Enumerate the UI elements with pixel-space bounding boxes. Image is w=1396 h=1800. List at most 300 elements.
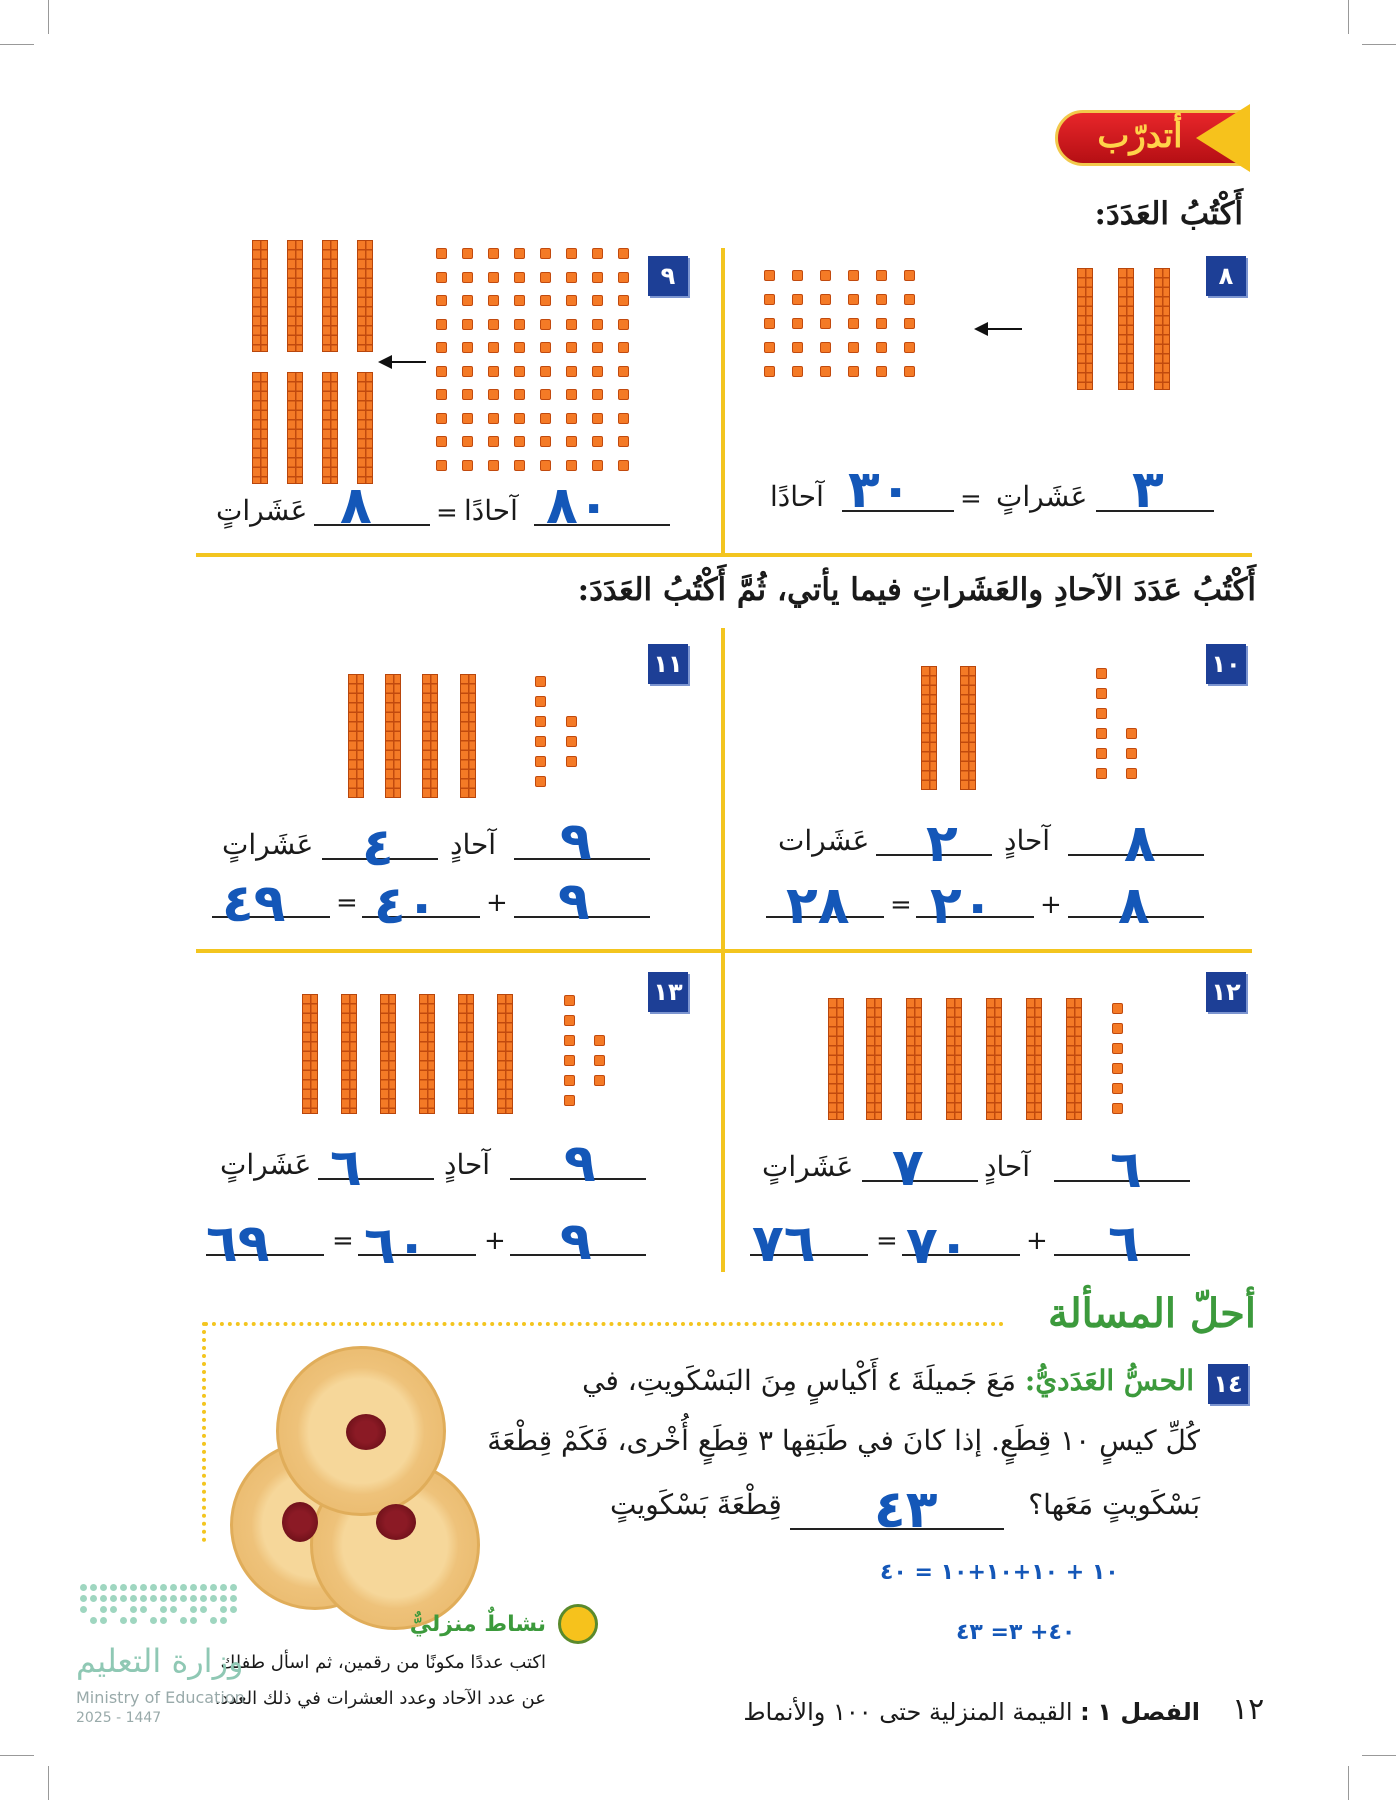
- exercise-number-13: ١٣: [648, 972, 688, 1012]
- tens-rod: [322, 240, 338, 352]
- home-activity-title: نشاطٌ منزليٌّ: [409, 1612, 546, 1637]
- crop-mark: [1348, 1766, 1349, 1800]
- unit-cube: [592, 366, 603, 377]
- ex11-tens-answer: ٤: [362, 818, 394, 878]
- unit-cube: [566, 272, 577, 283]
- unit-cube: [848, 318, 859, 329]
- logo-dot: [170, 1595, 177, 1602]
- crop-mark: [1348, 0, 1349, 34]
- unit-cube: [514, 436, 525, 447]
- logo-dot: [100, 1584, 107, 1591]
- ex12-ones-answer: ٦: [1110, 1140, 1142, 1200]
- logo-dot: [230, 1595, 237, 1602]
- vertical-divider: [721, 248, 725, 556]
- unit-cube: [540, 413, 551, 424]
- unit-cube: [436, 366, 447, 377]
- logo-dot: [190, 1606, 197, 1613]
- unit-cube: [488, 319, 499, 330]
- unit-cube: [514, 295, 525, 306]
- tens-rod: [1026, 998, 1042, 1120]
- logo-dot: [230, 1606, 237, 1613]
- home-activity-line-2: عن عدد الآحاد وعدد العشرات في ذلك العدد.: [214, 1688, 546, 1709]
- unit-cube: [514, 366, 525, 377]
- unit-cube: [566, 342, 577, 353]
- tens-rod: [357, 372, 373, 484]
- ex8-tens-label: عَشَراتٍ: [996, 480, 1088, 513]
- logo-dot: [180, 1617, 187, 1624]
- unit-cube: [1096, 768, 1107, 779]
- unit-cube: [1112, 1003, 1123, 1014]
- ex13-ones-answer: ٩: [564, 1134, 596, 1194]
- unit-cube: [592, 436, 603, 447]
- tens-rod: [866, 998, 882, 1120]
- logo-dot: [130, 1606, 137, 1613]
- ex10-ones-answer: ٨: [1124, 814, 1156, 874]
- unit-cube: [592, 342, 603, 353]
- unit-cube: [436, 248, 447, 259]
- unit-cube: [792, 342, 803, 353]
- unit-cube: [488, 295, 499, 306]
- unit-cube: [436, 389, 447, 400]
- tens-rod: [380, 994, 396, 1114]
- tens-rod: [422, 674, 438, 798]
- tens-rod: [828, 998, 844, 1120]
- logo-dot: [220, 1584, 227, 1591]
- unit-cube: [1112, 1043, 1123, 1054]
- logo-dot: [190, 1595, 197, 1602]
- unit-cube: [462, 413, 473, 424]
- unit-cube: [1112, 1083, 1123, 1094]
- unit-cube: [792, 366, 803, 377]
- ex11-eq-tens: ٤٠: [374, 876, 438, 936]
- ex13-total: ٦٩: [206, 1214, 270, 1274]
- tens-rod: [458, 994, 474, 1114]
- unit-cube: [566, 413, 577, 424]
- practice-badge-label: أتدرّب: [1097, 116, 1183, 156]
- logo-dot: [110, 1584, 117, 1591]
- unit-cube: [592, 272, 603, 283]
- logo-dot: [120, 1617, 127, 1624]
- unit-cube: [540, 366, 551, 377]
- ex9-ones-label: آحادًا: [464, 494, 518, 527]
- unit-cube: [618, 413, 629, 424]
- unit-cube: [566, 389, 577, 400]
- unit-cube: [564, 995, 575, 1006]
- equals-sign: =: [960, 484, 982, 514]
- plus-sign: +: [486, 888, 508, 918]
- exercise-number-10: ١٠: [1206, 644, 1246, 684]
- ministry-logo-arabic: وزارة التعليم: [76, 1642, 244, 1680]
- equals-sign: =: [876, 1226, 898, 1256]
- ex9-tens-label: عَشَراتٍ: [216, 494, 308, 527]
- logo-dot: [130, 1595, 137, 1602]
- unit-cube: [488, 272, 499, 283]
- plus-sign: +: [484, 1226, 506, 1256]
- dotted-border: [204, 1322, 1004, 1326]
- unit-cube: [848, 270, 859, 281]
- unit-cube: [876, 294, 887, 305]
- logo-dot: [100, 1606, 107, 1613]
- ex13-ones-label: آحادٍ: [444, 1148, 491, 1181]
- ex12-tens-label: عَشَراتٍ: [762, 1150, 854, 1183]
- logo-dot: [170, 1584, 177, 1591]
- logo-dot: [130, 1617, 137, 1624]
- unit-cube: [488, 248, 499, 259]
- ex10-eq-ones: ٨: [1118, 876, 1150, 936]
- unit-cube: [535, 756, 546, 767]
- unit-cube: [764, 342, 775, 353]
- tens-rod: [921, 666, 937, 790]
- tens-rod: [287, 240, 303, 352]
- tens-rod: [419, 994, 435, 1114]
- badge-arrow-icon: [1196, 104, 1250, 172]
- ex10-tens-answer: ٢: [926, 814, 958, 874]
- arrow-left-icon: [976, 328, 1022, 330]
- logo-dot: [190, 1617, 197, 1624]
- unit-cube: [566, 295, 577, 306]
- problem-line-2: كُلِّ كيسٍ ١٠ قِطَعٍ. إذا كانَ في طَبَقِها ٣ قِطَعٍ أُخْرى، فَكَمْ قِطْعَةَ: [487, 1424, 1200, 1457]
- crop-mark: [48, 1766, 49, 1800]
- page-number: ١٢: [1232, 1692, 1265, 1727]
- tens-rod: [497, 994, 513, 1114]
- unit-cube: [462, 319, 473, 330]
- unit-cube: [488, 366, 499, 377]
- logo-dot: [140, 1595, 147, 1602]
- unit-cube: [848, 294, 859, 305]
- ex12-tens-answer: ٧: [892, 1138, 924, 1198]
- chapter-label: الفصل ١: [1097, 1698, 1200, 1726]
- ex11-ones-label: آحادٍ: [450, 828, 497, 861]
- unit-cube: [764, 294, 775, 305]
- unit-cube: [876, 366, 887, 377]
- unit-cube: [1096, 728, 1107, 739]
- ex12-total: ٧٦: [752, 1214, 816, 1274]
- unit-cube: [488, 460, 499, 471]
- logo-dot: [130, 1584, 137, 1591]
- logo-dot: [100, 1617, 107, 1624]
- unit-cube: [1112, 1063, 1123, 1074]
- unit-cube: [540, 295, 551, 306]
- unit-cube: [462, 389, 473, 400]
- unit-cube: [618, 319, 629, 330]
- ex10-ones-label: آحادٍ: [1004, 824, 1051, 857]
- tens-rod: [252, 240, 268, 352]
- unit-cube: [564, 1075, 575, 1086]
- unit-cube: [436, 272, 447, 283]
- unit-cube: [436, 295, 447, 306]
- ex10-tens-label: عَشَرات: [778, 824, 870, 857]
- equals-sign: =: [890, 890, 912, 920]
- unit-cube: [820, 318, 831, 329]
- problem-answer: ٤٣: [874, 1480, 938, 1540]
- unit-cube: [566, 319, 577, 330]
- exercise-number-12: ١٢: [1206, 972, 1246, 1012]
- unit-cube: [566, 366, 577, 377]
- tens-rod: [357, 240, 373, 352]
- problem-work-line-2: ٤٠+ ٣= ٤٣: [956, 1620, 1076, 1645]
- logo-dot: [200, 1584, 207, 1591]
- horizontal-divider: [196, 949, 1252, 953]
- problem-lead: الحسُّ العَدَديُّ:: [1024, 1364, 1194, 1397]
- logo-dot: [220, 1595, 227, 1602]
- section2-instruction: أَكْتُبُ عَدَدَ الآحادِ والعَشَراتِ فيما يأتي، ثُمَّ أَكْتُبُ العَدَدَ:: [577, 572, 1256, 608]
- problem-line-3: بَسْكَويتٍ مَعَها؟: [1028, 1488, 1200, 1521]
- ex13-eq-ones: ٩: [560, 1212, 592, 1272]
- dotted-border: [202, 1322, 206, 1542]
- unit-cube: [820, 342, 831, 353]
- exercise-number-8: ٨: [1206, 256, 1246, 296]
- logo-dot: [180, 1584, 187, 1591]
- ex9-tens-answer: ٨: [340, 476, 372, 536]
- unit-cube: [540, 319, 551, 330]
- unit-cube: [462, 272, 473, 283]
- unit-cube: [1112, 1103, 1123, 1114]
- unit-cube: [764, 366, 775, 377]
- unit-cube: [1096, 748, 1107, 759]
- unit-cube: [488, 436, 499, 447]
- unit-cube: [592, 389, 603, 400]
- unit-cube: [514, 413, 525, 424]
- ex8-ones-answer: ٣٠: [848, 460, 912, 520]
- tens-rod: [287, 372, 303, 484]
- logo-dot: [220, 1617, 227, 1624]
- unit-cube: [820, 366, 831, 377]
- unit-cube: [592, 248, 603, 259]
- unit-cube: [820, 270, 831, 281]
- ex12-eq-ones: ٦: [1108, 1214, 1140, 1274]
- logo-dot: [200, 1606, 207, 1613]
- unit-cube: [540, 248, 551, 259]
- unit-cube: [566, 436, 577, 447]
- logo-dot: [210, 1595, 217, 1602]
- tens-rod: [385, 674, 401, 798]
- logo-dot: [150, 1617, 157, 1624]
- unit-cube: [904, 294, 915, 305]
- section1-instruction: أَكْتُبُ العَدَدَ:: [1094, 196, 1243, 232]
- chapter-separator: :: [1080, 1698, 1090, 1726]
- unit-cube: [436, 413, 447, 424]
- unit-cube: [436, 319, 447, 330]
- unit-cube: [488, 413, 499, 424]
- unit-cube: [876, 318, 887, 329]
- unit-cube: [436, 460, 447, 471]
- unit-cube: [876, 342, 887, 353]
- unit-cube: [904, 318, 915, 329]
- ex11-ones-answer: ٩: [560, 812, 592, 872]
- logo-dot: [190, 1584, 197, 1591]
- equals-sign: =: [332, 1226, 354, 1256]
- unit-cube: [564, 1055, 575, 1066]
- unit-cube: [540, 436, 551, 447]
- tens-rod: [1154, 268, 1170, 390]
- logo-dot: [210, 1617, 217, 1624]
- problem-line-1-text: مَعَ جَميلَةَ ٤ أَكْياسٍ مِنَ البَسْكَويتِ، في: [582, 1364, 1017, 1397]
- logo-dot: [160, 1617, 167, 1624]
- unit-cube: [514, 272, 525, 283]
- unit-cube: [792, 270, 803, 281]
- tens-rod: [348, 674, 364, 798]
- home-activity-icon: [558, 1604, 598, 1644]
- unit-cube: [535, 716, 546, 727]
- logo-dot: [160, 1595, 167, 1602]
- unit-cube: [436, 342, 447, 353]
- unit-cube: [876, 270, 887, 281]
- unit-cube: [594, 1075, 605, 1086]
- unit-cube: [462, 248, 473, 259]
- tens-rod: [322, 372, 338, 484]
- logo-dot: [170, 1606, 177, 1613]
- logo-dot: [120, 1584, 127, 1591]
- ex12-eq-tens: ٧٠: [906, 1216, 970, 1276]
- ex11-total: ٤٩: [222, 874, 286, 934]
- exercise-number-9: ٩: [648, 256, 688, 296]
- tens-rod: [906, 998, 922, 1120]
- unit-cube: [488, 389, 499, 400]
- ministry-logo-english: Ministry of Education: [76, 1688, 245, 1707]
- ex9-ones-answer: ٨٠: [546, 476, 610, 536]
- tens-rod: [302, 994, 318, 1114]
- unit-cube: [792, 318, 803, 329]
- answer-line: [314, 524, 430, 526]
- logo-dot: [220, 1606, 227, 1613]
- problem-line-1: [582, 1364, 1194, 1397]
- horizontal-divider: [196, 553, 1252, 557]
- tens-rod: [946, 998, 962, 1120]
- unit-cube: [592, 413, 603, 424]
- logo-dot: [180, 1595, 187, 1602]
- unit-cube: [618, 389, 629, 400]
- ex13-tens-label: عَشَراتٍ: [220, 1148, 312, 1181]
- logo-dot: [80, 1606, 87, 1613]
- unit-cube: [848, 366, 859, 377]
- unit-cube: [1126, 728, 1137, 739]
- exercise-number-11: ١١: [648, 644, 688, 684]
- logo-dot: [150, 1595, 157, 1602]
- unit-cube: [904, 342, 915, 353]
- logo-dot: [110, 1595, 117, 1602]
- logo-dot: [90, 1617, 97, 1624]
- logo-dot: [140, 1606, 147, 1613]
- unit-cube: [540, 460, 551, 471]
- tens-rod: [1077, 268, 1093, 390]
- logo-dot: [140, 1584, 147, 1591]
- ex13-tens-answer: ٦: [330, 1138, 362, 1198]
- logo-dot: [230, 1584, 237, 1591]
- unit-cube: [792, 294, 803, 305]
- tens-rod: [986, 998, 1002, 1120]
- unit-cube: [764, 270, 775, 281]
- logo-dot: [120, 1595, 127, 1602]
- unit-cube: [1126, 768, 1137, 779]
- ex13-eq-tens: ٦٠: [364, 1216, 428, 1276]
- unit-cube: [514, 389, 525, 400]
- unit-cube: [1096, 708, 1107, 719]
- unit-cube: [462, 342, 473, 353]
- unit-cube: [566, 736, 577, 747]
- unit-cube: [618, 436, 629, 447]
- unit-cube: [535, 696, 546, 707]
- ministry-logo-year: 2025 - 1447: [76, 1710, 162, 1726]
- unit-cube: [904, 366, 915, 377]
- equals-sign: =: [436, 498, 458, 528]
- crop-mark: [48, 0, 49, 34]
- unit-cube: [848, 342, 859, 353]
- unit-cube: [564, 1035, 575, 1046]
- unit-cube: [904, 270, 915, 281]
- unit-cube: [535, 676, 546, 687]
- unit-cube: [462, 295, 473, 306]
- cookie-jam: [376, 1504, 416, 1540]
- unit-cube: [618, 272, 629, 283]
- ex11-eq-ones: ٩: [558, 872, 590, 932]
- logo-dot: [100, 1595, 107, 1602]
- ex11-tens-label: عَشَراتٍ: [222, 828, 314, 861]
- crop-mark: [0, 44, 34, 45]
- logo-dot: [90, 1584, 97, 1591]
- crop-mark: [1362, 1755, 1396, 1756]
- plus-sign: +: [1026, 1226, 1048, 1256]
- logo-dot: [210, 1584, 217, 1591]
- unit-cube: [594, 1035, 605, 1046]
- unit-cube: [540, 389, 551, 400]
- unit-cube: [1096, 668, 1107, 679]
- crop-mark: [0, 1755, 34, 1756]
- unit-cube: [566, 756, 577, 767]
- unit-cube: [764, 318, 775, 329]
- logo-dot: [160, 1584, 167, 1591]
- unit-cube: [462, 366, 473, 377]
- tens-rod: [960, 666, 976, 790]
- unit-cube: [535, 776, 546, 787]
- logo-dot: [90, 1595, 97, 1602]
- exercise-number-14: ١٤: [1208, 1364, 1248, 1404]
- unit-cube: [540, 272, 551, 283]
- unit-cube: [592, 295, 603, 306]
- unit-cube: [488, 342, 499, 353]
- unit-cube: [618, 295, 629, 306]
- problem-unit: قِطْعَةَ بَسْكَويتٍ: [610, 1488, 782, 1521]
- ex10-total: ٢٨: [786, 876, 850, 936]
- logo-dot: [110, 1606, 117, 1613]
- problem-work-line-1: ١٠ + ١٠+١٠+١٠ = ٤٠: [880, 1560, 1119, 1585]
- tens-rod: [1066, 998, 1082, 1120]
- unit-cube: [514, 460, 525, 471]
- unit-cube: [566, 716, 577, 727]
- ex10-eq-tens: ٢٠: [930, 876, 994, 936]
- cookie-jam: [282, 1502, 318, 1542]
- unit-cube: [618, 248, 629, 259]
- ex8-ones-label: آحادًا: [770, 480, 824, 513]
- unit-cube: [566, 248, 577, 259]
- unit-cube: [592, 460, 603, 471]
- unit-cube: [540, 342, 551, 353]
- unit-cube: [462, 436, 473, 447]
- tens-rod: [252, 372, 268, 484]
- unit-cube: [618, 460, 629, 471]
- home-activity-line-1: اكتب عددًا مكونًا من رقمين، ثم اسأل طفلك: [220, 1652, 546, 1673]
- tens-rod: [1118, 268, 1134, 390]
- unit-cube: [1112, 1023, 1123, 1034]
- chapter-footer: [743, 1698, 1200, 1726]
- unit-cube: [566, 460, 577, 471]
- chapter-title: القيمة المنزلية حتى ١٠٠ والأنماط: [743, 1698, 1073, 1726]
- problem-solving-title: أحلّ المسألة: [1048, 1290, 1256, 1337]
- unit-cube: [1096, 688, 1107, 699]
- unit-cube: [436, 436, 447, 447]
- logo-dot: [80, 1584, 87, 1591]
- logo-dot: [160, 1606, 167, 1613]
- ex12-ones-label: آحادٍ: [984, 1150, 1031, 1183]
